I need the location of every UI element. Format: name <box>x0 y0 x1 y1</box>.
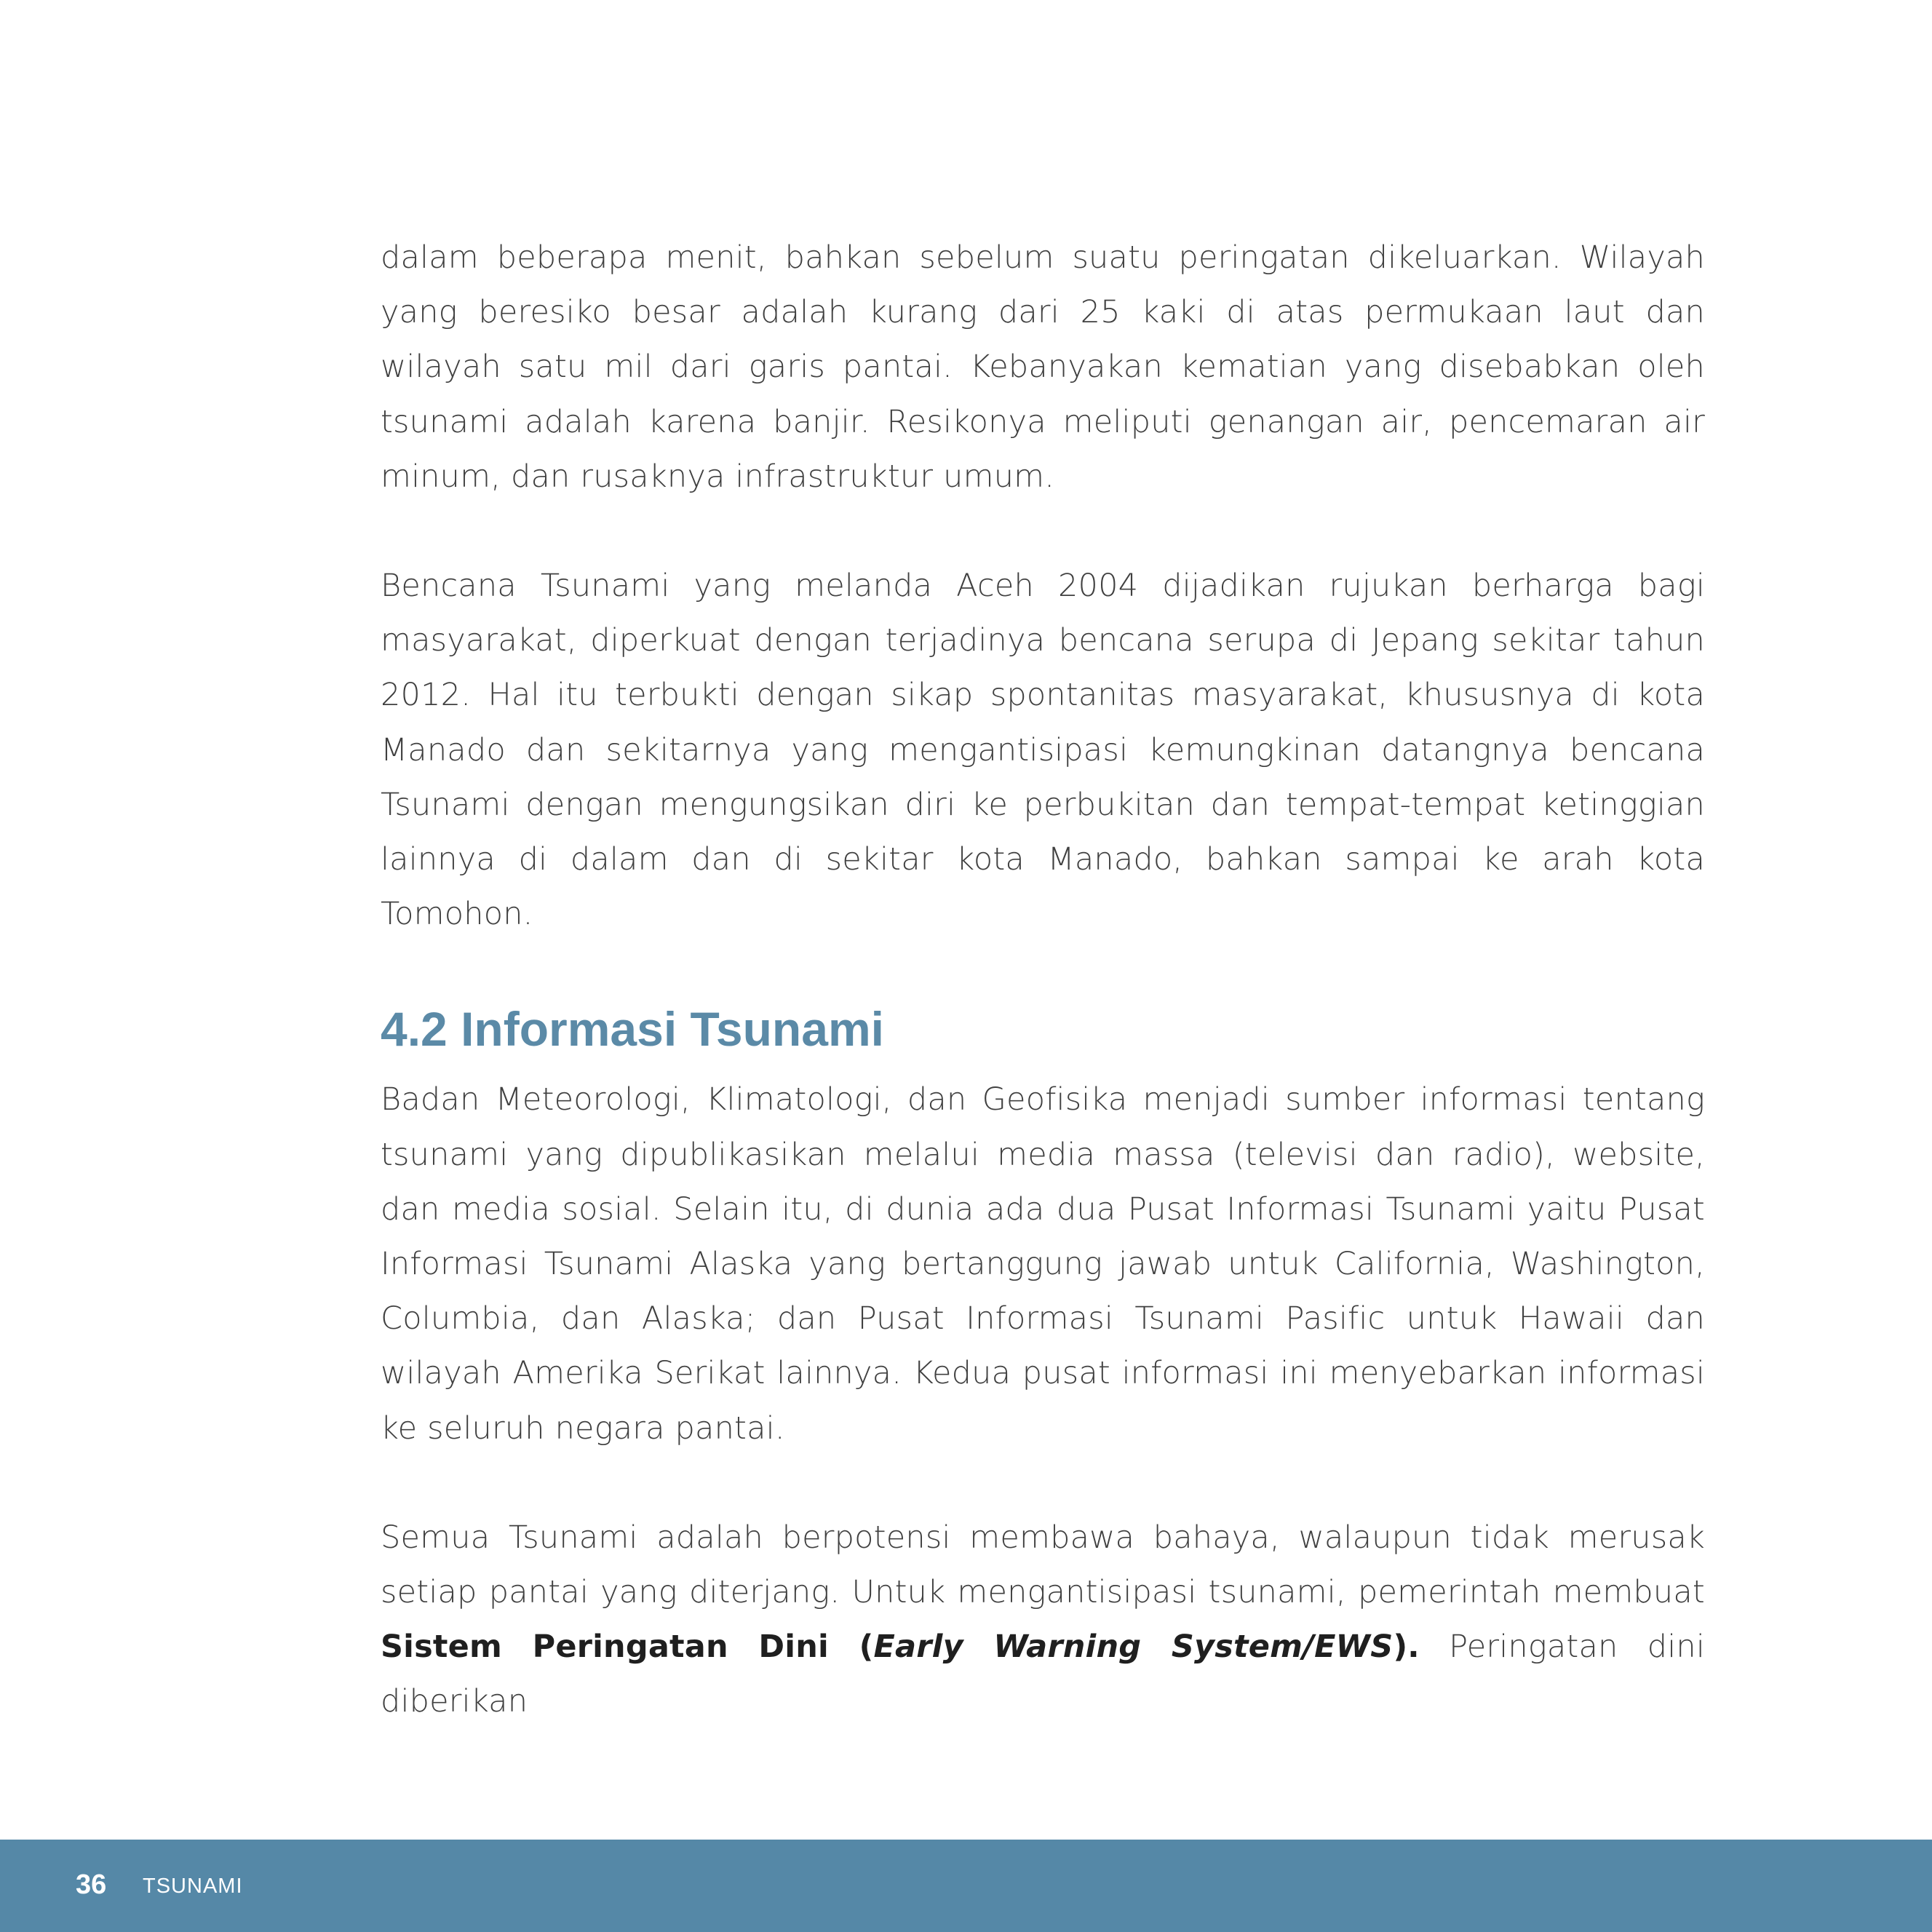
bold-term <box>381 1629 1420 1665</box>
running-title: TSUNAMI <box>143 1875 243 1898</box>
bold-term-text: Sistem Peringatan Dini ( <box>381 1629 874 1666</box>
body-paragraph: Bencana Tsunami yang melanda Aceh 2004 dijadikan rujukan berharga bagi masyarakat, diperkuat dengan terjadinya bencana serupa di Jepang sekitar tahun 2012. Hal itu terbukti dengan sikap spontanitas masyarakat, khususnya di kota Manado dan sekitarnya yang mengantisipasi kemungkinan datangnya bencana Tsunami dengan mengungsikan diri ke perbukitan dan tempat-tempat ketinggian lainnya di dalam dan di sekitar kota Manado, bahkan sampai ke arah kota Tomohon. <box>381 568 1705 933</box>
body-paragraph <box>381 1511 1705 1730</box>
page-number: 36 <box>76 1869 107 1900</box>
paragraph-text: Semua Tsunami adalah berpotensi membawa bahaya, walaupun tidak merusak setiap pantai yang diterjang. Untuk mengantisipasi tsunami, pemerintah membuat <box>381 1519 1705 1611</box>
footer-bar <box>0 1840 1932 1932</box>
paragraph-text: Peringatan dini diberikan <box>381 1629 1705 1720</box>
page-content <box>381 231 1705 1730</box>
section-heading: 4.2 Informasi Tsunami <box>381 1002 884 1057</box>
body-paragraph: Badan Meteorologi, Klimatologi, dan Geofisika menjadi sumber informasi tentang tsunami yang dipublikasikan melalui media massa (televisi dan radio), website, dan media sosial. Selain itu, di dunia ada dua Pusat Informasi Tsunami yaitu Pusat Informasi Tsunami Alaska yang bertanggung jawab untuk California, Washington, Columbia, dan Alaska; dan Pusat Informasi Tsunami Pasific untuk Hawaii dan wilayah Amerika Serikat lainnya. Kedua pusat informasi ini menyebarkan informasi ke seluruh negara pantai. <box>381 1081 1705 1447</box>
bold-term-end: ). <box>1393 1629 1420 1666</box>
body-paragraph: dalam beberapa menit, bahkan sebelum suatu peringatan dikeluarkan. Wilayah yang beresiko besar adalah kurang dari 25 kaki di atas permukaan laut dan wilayah satu mil dari garis pantai. Kebanyakan kematian yang disebabkan oleh tsunami adalah karena banjir. Resikonya meliputi genangan air, pencemaran air minum, dan rusaknya infrastruktur umum. <box>381 239 1705 495</box>
bold-italic-term: Early Warning System/EWS <box>873 1629 1394 1666</box>
